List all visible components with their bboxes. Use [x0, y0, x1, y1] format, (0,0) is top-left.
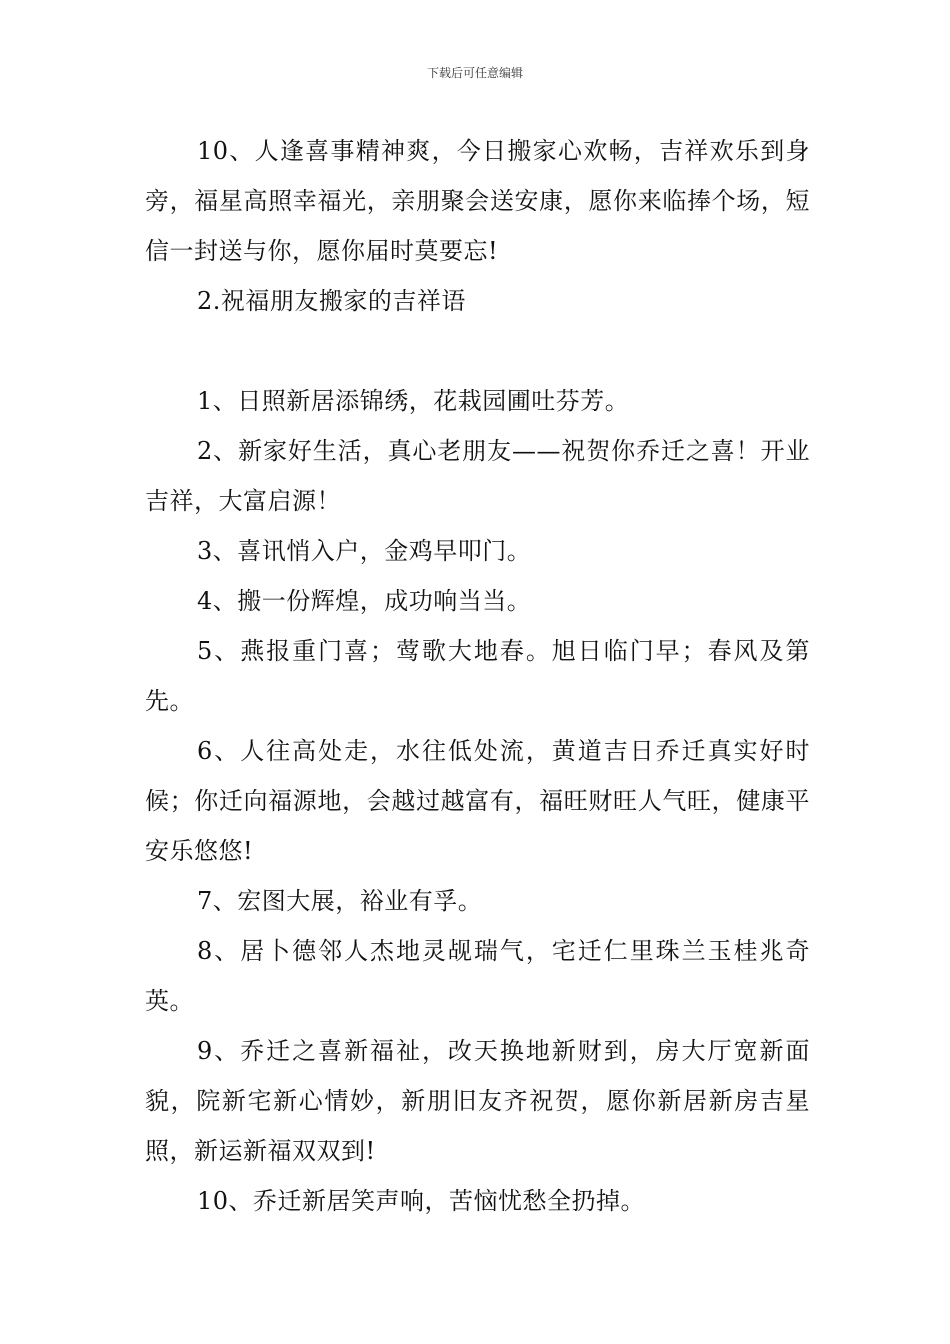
list-item-7: 7、宏图大展，裕业有孚。 [197, 887, 483, 915]
list-item-2: 2、新家好生活，真心老朋友——祝贺你乔迁之喜！开业吉祥，大富启源！ [145, 437, 810, 515]
list-item-4: 4、搬一份辉煌，成功响当当。 [197, 587, 532, 615]
header-note: 下载后可任意编辑 [426, 66, 523, 80]
blank-line [145, 326, 810, 376]
list-item-10: 10、乔迁新居笑声响，苦恼忧愁全扔掉。 [197, 1187, 646, 1215]
intro-paragraph: 10、人逢喜事精神爽，今日搬家心欢畅，吉祥欢乐到身旁，福星高照幸福光，亲朋聚会送安康，愿你来临捧个场，短信一封送与你，愿你届时莫要忘! [145, 137, 810, 265]
list-item-3: 3、喜讯悄入户，金鸡早叩门。 [197, 537, 532, 565]
document-body [145, 126, 810, 1226]
list-item-5: 5、燕报重门喜；莺歌大地春。旭日临门早；春风及第先。 [145, 637, 810, 715]
section-heading: 2.祝福朋友搬家的吉祥语 [197, 287, 466, 315]
list-item-1: 1、日照新居添锦绣，花栽园圃吐芬芳。 [197, 387, 630, 415]
list-item-6: 6、人往高处走，水往低处流，黄道吉日乔迁真实好时候；你迁向福源地，会越过越富有，福旺财旺人气旺，健康平安乐悠悠! [145, 737, 810, 865]
list-item-9: 9、乔迁之喜新福祉，改天换地新财到，房大厅宽新面貌，院新宅新心情妙，新朋旧友齐祝贺，愿你新居新房吉星照，新运新福双双到! [145, 1037, 810, 1165]
list-item-8: 8、居卜德邻人杰地灵觇瑞气，宅迁仁里珠兰玉桂兆奇英。 [145, 937, 810, 1015]
